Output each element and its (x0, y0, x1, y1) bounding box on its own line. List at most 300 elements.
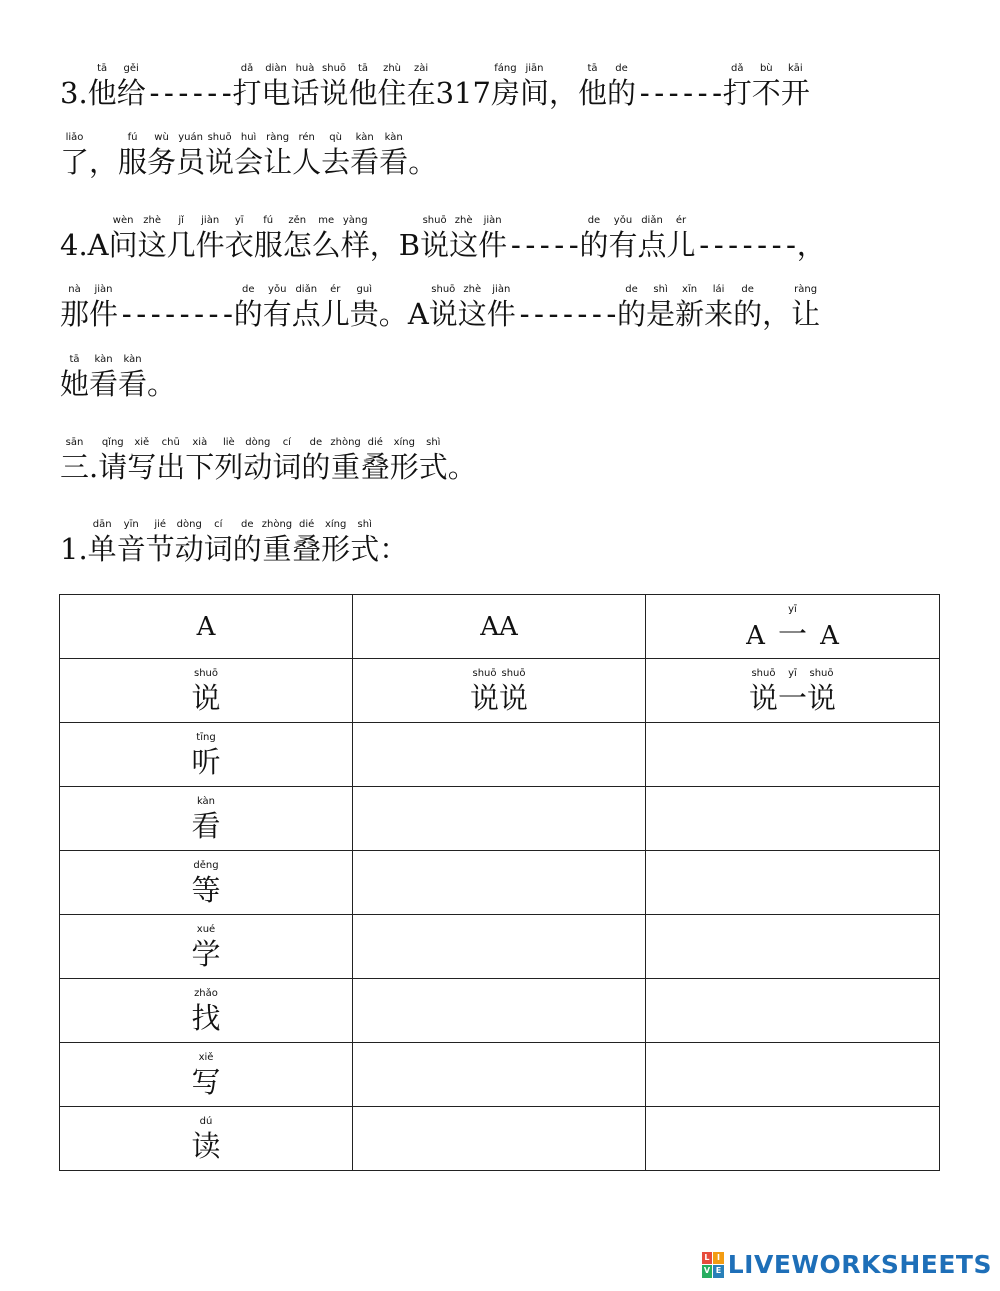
pinyin-character (263, 131, 292, 179)
hanzi: 看 (118, 367, 148, 401)
header-a: A (196, 611, 216, 642)
question-4-line-2 (60, 283, 820, 331)
pinyin-character (263, 283, 292, 331)
hanzi: 说 (420, 228, 450, 262)
pinyin-character (733, 283, 762, 331)
hanzi: 问 (108, 228, 138, 262)
pinyin: zhè (463, 284, 482, 295)
subsection-1-heading (60, 518, 408, 566)
pinyin (147, 353, 176, 367)
pinyin-character (350, 283, 379, 331)
speaker-label: B (398, 228, 421, 262)
pinyin-character (321, 518, 350, 566)
answer-blank[interactable]: ------ (145, 76, 233, 110)
pinyin: de (241, 284, 255, 295)
hanzi: 读 (191, 1128, 221, 1163)
hanzi: 一 (777, 680, 807, 715)
pinyin-character (349, 62, 378, 110)
heading-dot: . (89, 450, 99, 484)
question-number: 4. (60, 228, 88, 262)
hanzi: 形 (389, 450, 419, 484)
pinyin: rén (298, 132, 315, 143)
hanzi: 件 (195, 228, 225, 262)
hanzi: 开 (780, 76, 810, 110)
hanzi: ， (89, 145, 119, 179)
hanzi: 。 (408, 145, 438, 179)
hanzi: 的 (617, 297, 647, 331)
hanzi: 间 (519, 76, 549, 110)
pinyin: fáng (494, 63, 517, 74)
answer-blank[interactable]: -------- (118, 297, 234, 331)
pinyin-character (262, 518, 292, 566)
pinyin: xiě (198, 1051, 214, 1063)
pinyin-character (191, 1115, 220, 1163)
pinyin (370, 214, 399, 228)
aa-answer-cell[interactable] (353, 979, 646, 1043)
pinyin-character (520, 62, 549, 110)
pinyin-character (98, 436, 127, 484)
aa-answer-cell[interactable] (353, 1107, 646, 1171)
pinyin: tā (97, 63, 108, 74)
pinyin-character (292, 131, 321, 179)
hanzi: 的 (579, 228, 609, 262)
pinyin: ér (330, 284, 341, 295)
hanzi: 式 (418, 450, 448, 484)
hanzi: 几 (166, 228, 196, 262)
verb-cell (60, 979, 353, 1043)
pinyin-character (214, 436, 243, 484)
pinyin-character (330, 436, 360, 484)
pinyin (379, 283, 408, 297)
table-row (60, 723, 940, 787)
brand-text: LIVEWORKSHEETS (727, 1250, 992, 1279)
hanzi: 说 (205, 145, 235, 179)
liveworksheets-brand (702, 1250, 992, 1279)
pinyin-character (458, 283, 487, 331)
hanzi: 。 (147, 367, 177, 401)
pinyin: zài (413, 63, 429, 74)
pinyin-character (225, 214, 254, 262)
answer-blank[interactable]: ------- (695, 228, 797, 262)
pinyin: kāi (787, 63, 803, 74)
pinyin: jǐ (178, 215, 184, 226)
pinyin: yī (788, 603, 797, 615)
hanzi: 服 (253, 228, 283, 262)
pinyin: jiàn (201, 215, 220, 226)
pinyin-character (378, 62, 407, 110)
pinyin-character (243, 436, 272, 484)
hanzi: 有 (262, 297, 292, 331)
table-row (60, 1107, 940, 1171)
pinyin-character (491, 62, 520, 110)
logo-letter: I (713, 1252, 724, 1265)
table-row (60, 915, 940, 979)
hanzi: 听 (191, 744, 221, 779)
punctuation (448, 436, 477, 484)
hanzi: 让 (791, 297, 821, 331)
hanzi: 说 (428, 297, 458, 331)
pinyin: liǎo (65, 132, 84, 143)
hanzi: 的 (232, 532, 262, 566)
hanzi: 出 (156, 450, 186, 484)
pinyin: xíng (393, 437, 415, 448)
pinyin (408, 131, 437, 145)
pinyin: jiàn (492, 284, 511, 295)
pinyin-character (191, 987, 220, 1035)
hanzi: 。 (447, 450, 477, 484)
hanzi: 。 (378, 297, 408, 331)
pinyin-character (646, 283, 675, 331)
table-row (60, 851, 940, 915)
pinyin (448, 436, 477, 450)
hanzi: ， (762, 297, 792, 331)
hanzi: 有 (608, 228, 638, 262)
pinyin-character (607, 62, 636, 110)
pinyin: xiě (134, 437, 150, 448)
pinyin-character (429, 283, 458, 331)
pinyin: cí (214, 519, 223, 530)
pinyin: ér (675, 215, 687, 226)
pinyin-character (579, 214, 608, 262)
hanzi: 重 (262, 532, 292, 566)
pinyin: tā (587, 63, 598, 74)
answer-blank[interactable]: ------- (515, 297, 618, 331)
pinyin: fú (263, 215, 274, 226)
speaker-label: A (407, 297, 429, 331)
pinyin: dú (199, 1115, 213, 1127)
hanzi: 词 (272, 450, 302, 484)
hanzi: 叠 (292, 532, 322, 566)
pinyin-character (749, 667, 778, 715)
aa-answer-cell[interactable] (353, 723, 646, 787)
question-3-line-1 (60, 62, 810, 110)
hanzi: 看 (350, 145, 380, 179)
pinyin-character (608, 214, 637, 262)
hanzi: 的 (607, 76, 637, 110)
pinyin-character (138, 214, 167, 262)
pinyin-character (752, 62, 781, 110)
pinyin-character (127, 436, 156, 484)
a-yi-a-answer-cell[interactable] (646, 851, 940, 915)
hanzi: 说 (319, 76, 349, 110)
pinyin-character (312, 214, 341, 262)
verb-cell (60, 915, 353, 979)
pinyin: shì (426, 437, 441, 448)
pinyin: kàn (384, 132, 403, 143)
pinyin: nà (68, 284, 81, 295)
pinyin: gěi (123, 63, 139, 74)
pinyin: jiān (525, 63, 544, 74)
pinyin: de (309, 437, 323, 448)
hanzi: 这 (449, 228, 479, 262)
pinyin-character (205, 131, 234, 179)
hanzi: 点 (637, 228, 667, 262)
question-4-line-1 (60, 214, 826, 262)
pinyin-character (89, 283, 118, 331)
pinyin-character (60, 353, 89, 401)
hanzi: 说 (191, 680, 221, 715)
verb-cell (60, 723, 353, 787)
verb-cell (60, 1043, 353, 1107)
pinyin-character (117, 518, 146, 566)
hanzi: 说 (499, 680, 529, 715)
hanzi: 的 (301, 450, 331, 484)
pinyin-character (60, 436, 89, 484)
question-number: 3. (60, 76, 88, 110)
pinyin: kàn (196, 795, 216, 807)
pinyin: xué (196, 923, 216, 935)
hanzi: 找 (191, 1000, 221, 1035)
pinyin-character (487, 283, 516, 331)
pinyin: yàng (342, 215, 368, 226)
aa-answer-cell[interactable] (353, 1043, 646, 1107)
pinyin-character (118, 131, 147, 179)
pinyin-character (196, 214, 225, 262)
hanzi: 看 (191, 808, 221, 843)
pinyin: sān (65, 437, 84, 448)
question-4-line-3 (60, 353, 176, 401)
pinyin-character (407, 62, 436, 110)
a-yi-a-answer-cell[interactable] (646, 1107, 940, 1171)
punctuation (762, 283, 791, 331)
a-yi-a-answer-cell[interactable] (646, 723, 940, 787)
pinyin-character (321, 131, 350, 179)
pinyin-character (704, 283, 733, 331)
hanzi: 打 (722, 76, 752, 110)
pinyin: liè (222, 437, 235, 448)
hanzi: 是 (646, 297, 676, 331)
punctuation (379, 283, 408, 331)
hanzi: 么 (311, 228, 341, 262)
header-cell-a (60, 595, 353, 659)
pinyin (762, 283, 791, 297)
pinyin-character (146, 518, 175, 566)
pinyin-character (637, 214, 666, 262)
pinyin: shuō (472, 667, 497, 679)
punctuation (549, 62, 578, 110)
pinyin: tā (69, 354, 80, 365)
verb-cell (60, 787, 353, 851)
pinyin: guì (356, 284, 373, 295)
pinyin: jiàn (483, 215, 502, 226)
punctuation (147, 353, 176, 401)
pinyin-character (191, 667, 220, 715)
table-row (60, 979, 940, 1043)
a-yi-a-answer-cell[interactable] (646, 979, 940, 1043)
aa-answer-cell[interactable] (353, 787, 646, 851)
pinyin: shuō (193, 667, 218, 679)
pinyin-character (420, 214, 449, 262)
hanzi: 住 (377, 76, 407, 110)
pinyin: shuō (431, 284, 456, 295)
pinyin: me (318, 215, 335, 226)
hanzi: 电 (261, 76, 291, 110)
example-verb-cell (60, 659, 353, 723)
pinyin-character (60, 131, 89, 179)
pinyin-character (254, 214, 283, 262)
pinyin-character (156, 436, 185, 484)
pinyin: xīn (682, 284, 698, 295)
pinyin: jiàn (94, 284, 113, 295)
pinyin-character (781, 62, 810, 110)
hanzi: 衣 (224, 228, 254, 262)
pinyin: yī (788, 667, 797, 679)
pinyin: tā (358, 63, 369, 74)
hanzi: 节 (145, 532, 175, 566)
hanzi: 说 (748, 680, 778, 715)
hanzi: 给 (116, 76, 146, 110)
pinyin: dié (299, 519, 315, 530)
pinyin-character (175, 518, 204, 566)
pinyin: qǐng (101, 437, 124, 448)
hanzi: 说 (469, 680, 499, 715)
pinyin: zěn (288, 215, 307, 226)
a-yi-a-answer-cell[interactable] (646, 1043, 940, 1107)
pinyin: ràng (266, 132, 290, 143)
pinyin-character (191, 859, 220, 907)
pinyin: de (587, 215, 601, 226)
pinyin: shì (357, 519, 372, 530)
hanzi: 请 (98, 450, 128, 484)
hanzi: 这 (457, 297, 487, 331)
aa-answer-cell[interactable] (353, 851, 646, 915)
pinyin-character (350, 131, 379, 179)
punctuation (370, 214, 399, 262)
pinyin-character (232, 62, 261, 110)
hanzi: 件 (478, 228, 508, 262)
pinyin-character (147, 131, 176, 179)
pinyin-character (778, 667, 807, 715)
header-cell-aa (353, 595, 646, 659)
hanzi: 看 (89, 367, 119, 401)
pinyin-character (291, 62, 320, 110)
pinyin-character (185, 436, 214, 484)
hanzi: 词 (203, 532, 233, 566)
hanzi: 下 (185, 450, 215, 484)
hanzi: 说 (807, 680, 837, 715)
hanzi: 三 (60, 450, 90, 484)
pinyin: wù (154, 132, 169, 143)
hanzi: 叠 (360, 450, 390, 484)
answer-blank[interactable]: ------ (636, 76, 723, 110)
punctuation (89, 131, 118, 179)
pinyin: zhè (143, 215, 162, 226)
hanzi: 务 (147, 145, 177, 179)
hanzi: 会 (234, 145, 264, 179)
pinyin-character (723, 62, 752, 110)
logo-letter: E (713, 1265, 724, 1278)
pinyin-character (261, 62, 290, 110)
pinyin-character (470, 667, 499, 715)
question-3-line-2 (60, 131, 437, 179)
table-example-row (60, 659, 940, 723)
hanzi: 儿 (666, 228, 696, 262)
room-number: 317 (435, 76, 491, 110)
table-row (60, 787, 940, 851)
pinyin-character (233, 518, 262, 566)
pinyin: huà (295, 63, 315, 74)
a-yi-a-answer-cell[interactable] (646, 915, 940, 979)
table-row (60, 1043, 940, 1107)
pinyin-character (419, 436, 448, 484)
aa-answer-cell[interactable] (353, 915, 646, 979)
hanzi: 等 (191, 872, 221, 907)
pinyin-character (667, 214, 696, 262)
pinyin: yuán (178, 132, 203, 143)
pinyin: diǎn (641, 215, 663, 226)
a-yi-a-answer-cell[interactable] (646, 787, 940, 851)
reduplication-table (59, 594, 940, 1171)
hanzi: 新 (675, 297, 705, 331)
hanzi: 样 (340, 228, 370, 262)
pinyin-character (499, 667, 528, 715)
pinyin-character (320, 62, 349, 110)
hanzi: 来 (704, 297, 734, 331)
pinyin (549, 62, 578, 76)
hanzi: 不 (751, 76, 781, 110)
pinyin-character (272, 436, 301, 484)
pinyin: zhè (454, 215, 473, 226)
pinyin: qù (329, 132, 342, 143)
hanzi: 动 (174, 532, 204, 566)
verb-cell (60, 851, 353, 915)
pinyin-character (88, 518, 117, 566)
pinyin: tīng (196, 731, 216, 743)
pinyin-character (361, 436, 390, 484)
pinyin: shuō (207, 132, 232, 143)
pinyin: de (241, 519, 254, 530)
answer-blank[interactable]: ----- (507, 228, 580, 262)
hanzi: 人 (292, 145, 322, 179)
hanzi: 在 (406, 76, 436, 110)
pinyin: zhù (383, 63, 402, 74)
pinyin-character (88, 62, 117, 110)
pinyin-character (292, 283, 321, 331)
pinyin: yīn (123, 519, 139, 530)
pinyin: shuō (501, 667, 526, 679)
pinyin: dòng (176, 519, 202, 530)
subsection-number: 1. (60, 532, 88, 566)
pinyin: shuō (809, 667, 834, 679)
pinyin: zhòng (330, 437, 361, 448)
pinyin: ràng (794, 284, 818, 295)
hanzi: 写 (191, 1064, 221, 1099)
pinyin: yǒu (268, 284, 287, 295)
pinyin-character (204, 518, 233, 566)
pinyin-character (807, 667, 836, 715)
pinyin: de (741, 284, 754, 295)
header-cell-a-yi-a (646, 595, 940, 659)
hanzi: 列 (214, 450, 244, 484)
pinyin: kàn (355, 132, 374, 143)
hanzi: 这 (137, 228, 167, 262)
hanzi: 式 (350, 532, 380, 566)
header-a-left: A (746, 620, 765, 651)
pinyin: děng (193, 859, 219, 871)
pinyin (379, 518, 408, 532)
pinyin-character (234, 283, 263, 331)
pinyin-character (191, 795, 220, 843)
hanzi: 房 (490, 76, 520, 110)
hanzi: 去 (321, 145, 351, 179)
hanzi: 儿 (320, 297, 350, 331)
pinyin: huì (240, 132, 257, 143)
hanzi: 让 (263, 145, 293, 179)
pinyin-character (191, 1051, 220, 1099)
hanzi: 动 (243, 450, 273, 484)
pinyin-character (283, 214, 312, 262)
pinyin: dòng (245, 437, 271, 448)
